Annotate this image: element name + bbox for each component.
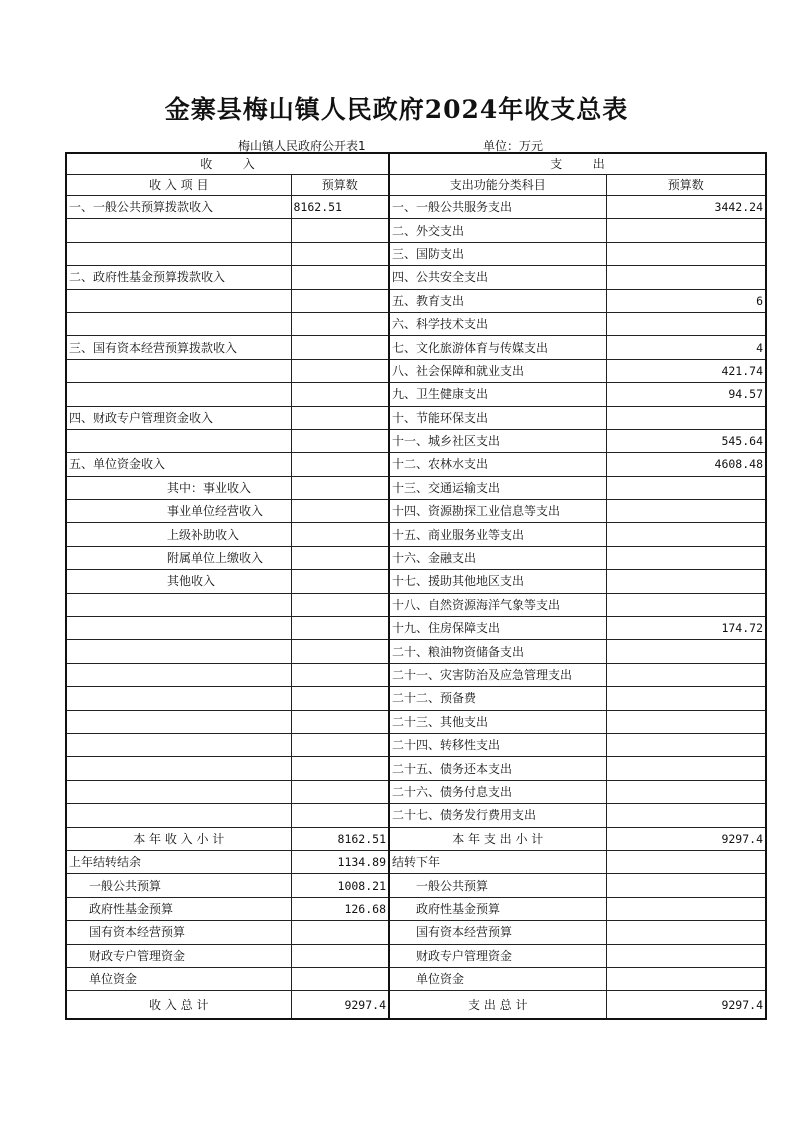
expense-value: 4: [606, 336, 766, 359]
table-row: [66, 546, 766, 569]
expense-value: [606, 546, 766, 569]
income-value: [291, 593, 389, 616]
expense-item: 二、外交支出: [389, 219, 606, 242]
expense-item: 十六、金融支出: [389, 546, 606, 569]
expense-value: [606, 733, 766, 756]
income-value: [291, 757, 389, 780]
expense-item: 二十六、债务付息支出: [389, 780, 606, 803]
expense-item: 七、文化旅游体育与传媒支出: [389, 336, 606, 359]
table-row: [66, 219, 766, 242]
table-number: 梅山镇人民政府公开表1: [238, 139, 366, 153]
carry-expense-item: 国有资本经营预算: [389, 921, 606, 944]
carry-income-value: [291, 921, 389, 944]
expense-value: [606, 406, 766, 429]
expense-item: 一、一般公共服务支出: [389, 196, 606, 219]
carry-expense-value: [606, 921, 766, 944]
income-item: 其中：事业收入: [66, 476, 291, 499]
header-row-1: [66, 153, 766, 175]
expense-value: 94.57: [606, 383, 766, 406]
expense-item-header: 支出功能分类科目: [389, 175, 606, 196]
expense-item: 二十三、其他支出: [389, 710, 606, 733]
expense-value: [606, 242, 766, 265]
carry-income-item: 财政专户管理资金: [66, 944, 291, 967]
table-row: [66, 359, 766, 382]
income-budget-header: 预算数: [291, 175, 389, 196]
income-item: 二、政府性基金预算拨款收入: [66, 266, 291, 289]
table-row: [66, 804, 766, 827]
expense-item: 三、国防支出: [389, 242, 606, 265]
income-item: [66, 359, 291, 382]
total-row: [66, 991, 766, 1019]
expense-item: 二十四、转移性支出: [389, 733, 606, 756]
expense-total-label: 支 出 总 计: [389, 991, 606, 1019]
expense-value: 421.74: [606, 359, 766, 382]
budget-table: [65, 152, 767, 1020]
expense-item: 二十一、灾害防治及应急管理支出: [389, 663, 606, 686]
income-item: 事业单位经营收入: [66, 500, 291, 523]
carry-expense-item: 结转下年: [389, 850, 606, 873]
table-row: [66, 242, 766, 265]
table-row: [66, 663, 766, 686]
carry-income-value: [291, 967, 389, 990]
expense-value: [606, 523, 766, 546]
income-value: [291, 312, 389, 335]
expense-item: 十八、自然资源海洋气象等支出: [389, 593, 606, 616]
expense-item: 二十、粮油物资储备支出: [389, 640, 606, 663]
carry-row: [66, 944, 766, 967]
table-row: [66, 523, 766, 546]
carry-income-item: 单位资金: [66, 967, 291, 990]
table-row: [66, 780, 766, 803]
expense-value: [606, 640, 766, 663]
expense-value: [606, 219, 766, 242]
income-value: [291, 476, 389, 499]
table-row: [66, 289, 766, 312]
expense-item: 二十二、预备费: [389, 687, 606, 710]
carry-row: [66, 874, 766, 897]
income-item: [66, 219, 291, 242]
income-item: [66, 289, 291, 312]
expense-item: 九、卫生健康支出: [389, 383, 606, 406]
carry-expense-item: 一般公共预算: [389, 874, 606, 897]
income-item-header: 收 入 项 目: [66, 175, 291, 196]
income-value: [291, 359, 389, 382]
expense-item: 十七、援助其他地区支出: [389, 570, 606, 593]
expense-item: 八、社会保障和就业支出: [389, 359, 606, 382]
carry-row: [66, 921, 766, 944]
income-item: 三、国有资本经营预算拨款收入: [66, 336, 291, 359]
carry-expense-value: [606, 850, 766, 873]
income-value: [291, 640, 389, 663]
income-value: [291, 289, 389, 312]
expense-value: [606, 710, 766, 733]
page-title: 金寨县梅山镇人民政府2024年收支总表: [164, 95, 629, 124]
expense-item: 十三、交通运输支出: [389, 476, 606, 499]
carry-expense-value: [606, 944, 766, 967]
income-item: [66, 804, 291, 827]
income-item: [66, 733, 291, 756]
income-value: [291, 453, 389, 476]
income-item: 上级补助收入: [66, 523, 291, 546]
income-value: [291, 546, 389, 569]
expense-value: [606, 312, 766, 335]
expense-item: 二十七、债务发行费用支出: [389, 804, 606, 827]
income-item: [66, 687, 291, 710]
expense-value: [606, 780, 766, 803]
income-value: [291, 733, 389, 756]
income-value: [291, 523, 389, 546]
carry-expense-item: 政府性基金预算: [389, 897, 606, 920]
income-value: [291, 336, 389, 359]
expense-item: 四、公共安全支出: [389, 266, 606, 289]
carry-expense-value: [606, 897, 766, 920]
expense-item: 十五、商业服务业等支出: [389, 523, 606, 546]
expense-item: 六、科学技术支出: [389, 312, 606, 335]
income-value: [291, 804, 389, 827]
expense-value: 3442.24: [606, 196, 766, 219]
expense-value: [606, 500, 766, 523]
table-row: [66, 266, 766, 289]
income-value: [291, 617, 389, 640]
table-row: [66, 500, 766, 523]
expense-item: 二十五、债务还本支出: [389, 757, 606, 780]
header-row-2: [66, 175, 766, 196]
income-value: [291, 663, 389, 686]
income-value: [291, 780, 389, 803]
income-value: [291, 242, 389, 265]
expense-value: [606, 593, 766, 616]
expense-value: [606, 663, 766, 686]
expense-subtotal-value: 9297.4: [606, 827, 766, 850]
carry-expense-value: [606, 874, 766, 897]
carry-income-value: 1134.89: [291, 850, 389, 873]
expense-item: 十、节能环保支出: [389, 406, 606, 429]
income-item: [66, 780, 291, 803]
carry-expense-value: [606, 967, 766, 990]
carry-expense-item: 单位资金: [389, 967, 606, 990]
income-value: [291, 383, 389, 406]
subtotal-row: [66, 827, 766, 850]
carry-row: [66, 850, 766, 873]
income-item: 一、一般公共预算拨款收入: [66, 196, 291, 219]
expense-total-value: 9297.4: [606, 991, 766, 1019]
income-value: [291, 687, 389, 710]
carry-income-item: 国有资本经营预算: [66, 921, 291, 944]
expense-subtotal-label: 本 年 支 出 小 计: [389, 827, 606, 850]
income-item: 五、单位资金收入: [66, 453, 291, 476]
expense-item: 五、教育支出: [389, 289, 606, 312]
expense-value: 174.72: [606, 617, 766, 640]
income-item: [66, 663, 291, 686]
carry-income-item: 一般公共预算: [66, 874, 291, 897]
expense-value: [606, 687, 766, 710]
income-item: 其他收入: [66, 570, 291, 593]
income-item: 四、财政专户管理资金收入: [66, 406, 291, 429]
income-header: 收 入: [66, 153, 389, 175]
table-row: [66, 406, 766, 429]
table-row: [66, 453, 766, 476]
table-row: [66, 733, 766, 756]
expense-item: 十一、城乡社区支出: [389, 429, 606, 452]
carry-income-item: 政府性基金预算: [66, 897, 291, 920]
carry-income-value: 126.68: [291, 897, 389, 920]
income-item: [66, 640, 291, 663]
unit-label: 单位：万元: [483, 139, 544, 153]
expense-value: [606, 804, 766, 827]
income-item: [66, 617, 291, 640]
income-item: 附属单位上缴收入: [66, 546, 291, 569]
table-row: [66, 710, 766, 733]
table-row: [66, 336, 766, 359]
table-row: [66, 429, 766, 452]
income-item: [66, 312, 291, 335]
table-row: [66, 476, 766, 499]
income-value: [291, 266, 389, 289]
table-row: [66, 312, 766, 335]
table-row: [66, 757, 766, 780]
table-row: [66, 383, 766, 406]
income-value: 8162.51: [291, 196, 389, 219]
table-row: [66, 640, 766, 663]
income-value: [291, 570, 389, 593]
table-row: [66, 196, 766, 219]
table-row: [66, 570, 766, 593]
expense-value: [606, 570, 766, 593]
table-row: [66, 687, 766, 710]
income-value: [291, 406, 389, 429]
carry-row: [66, 897, 766, 920]
income-total-label: 收 入 总 计: [66, 991, 291, 1019]
expense-item: 十四、资源勘探工业信息等支出: [389, 500, 606, 523]
carry-row: [66, 967, 766, 990]
expense-value: [606, 757, 766, 780]
carry-income-item: 上年结转结余: [66, 850, 291, 873]
expense-value: [606, 266, 766, 289]
income-item: [66, 242, 291, 265]
income-item: [66, 593, 291, 616]
income-value: [291, 429, 389, 452]
expense-value: 4608.48: [606, 453, 766, 476]
carry-income-value: [291, 944, 389, 967]
expense-budget-header: 预算数: [606, 175, 766, 196]
income-value: [291, 219, 389, 242]
income-item: [66, 429, 291, 452]
income-item: [66, 757, 291, 780]
expense-item: 十九、住房保障支出: [389, 617, 606, 640]
expense-item: 十二、农林水支出: [389, 453, 606, 476]
expense-value: [606, 476, 766, 499]
income-subtotal-label: 本 年 收 入 小 计: [66, 827, 291, 850]
income-value: [291, 500, 389, 523]
carry-income-value: 1008.21: [291, 874, 389, 897]
income-subtotal-value: 8162.51: [291, 827, 389, 850]
carry-expense-item: 财政专户管理资金: [389, 944, 606, 967]
expense-value: 545.64: [606, 429, 766, 452]
expense-value: 6: [606, 289, 766, 312]
table-row: [66, 617, 766, 640]
income-total-value: 9297.4: [291, 991, 389, 1019]
expense-header: 支 出: [389, 153, 766, 175]
income-item: [66, 383, 291, 406]
table-row: [66, 593, 766, 616]
income-value: [291, 710, 389, 733]
income-item: [66, 710, 291, 733]
